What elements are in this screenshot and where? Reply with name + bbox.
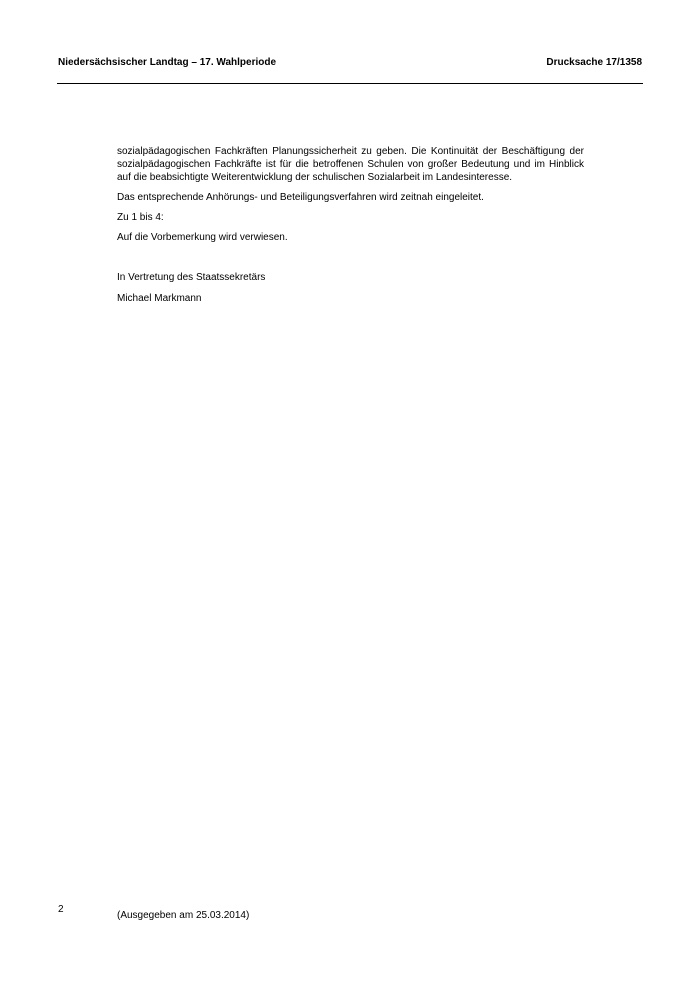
header-document-number: Drucksache 17/1358 bbox=[546, 57, 642, 68]
answer-paragraph: Auf die Vorbemerkung wird verwiesen. bbox=[117, 232, 288, 244]
header-parliament-title: Niedersächsischer Landtag – 17. Wahlperiode bbox=[58, 57, 277, 68]
signature-line: In Vertretung des Staatssekretärs bbox=[117, 272, 266, 284]
page-number: 2 bbox=[58, 904, 64, 915]
signature-name: Michael Markmann bbox=[117, 293, 202, 305]
document-body bbox=[117, 145, 584, 306]
page-header bbox=[58, 57, 642, 71]
body-paragraph-continuation: sozialpädagogischen Fachkräften Planungssicherheit zu geben. Die Kontinuität der Beschäftigung der sozialpädagogischen Fachkräfte ist für die betroffenen Schulen von großer Bedeutung und im Hinblick auf die beabsichtigte Weiterentwicklung der schulischen Sozialarbeit im Landesinteresse. bbox=[117, 146, 584, 184]
header-divider bbox=[57, 83, 643, 84]
answer-heading: Zu 1 bis 4: bbox=[117, 211, 164, 223]
issued-date-note: (Ausgegeben am 25.03.2014) bbox=[117, 910, 250, 921]
body-paragraph-procedure: Das entsprechende Anhörungs- und Beteiligungsverfahren wird zeitnah eingeleitet. bbox=[117, 191, 484, 203]
